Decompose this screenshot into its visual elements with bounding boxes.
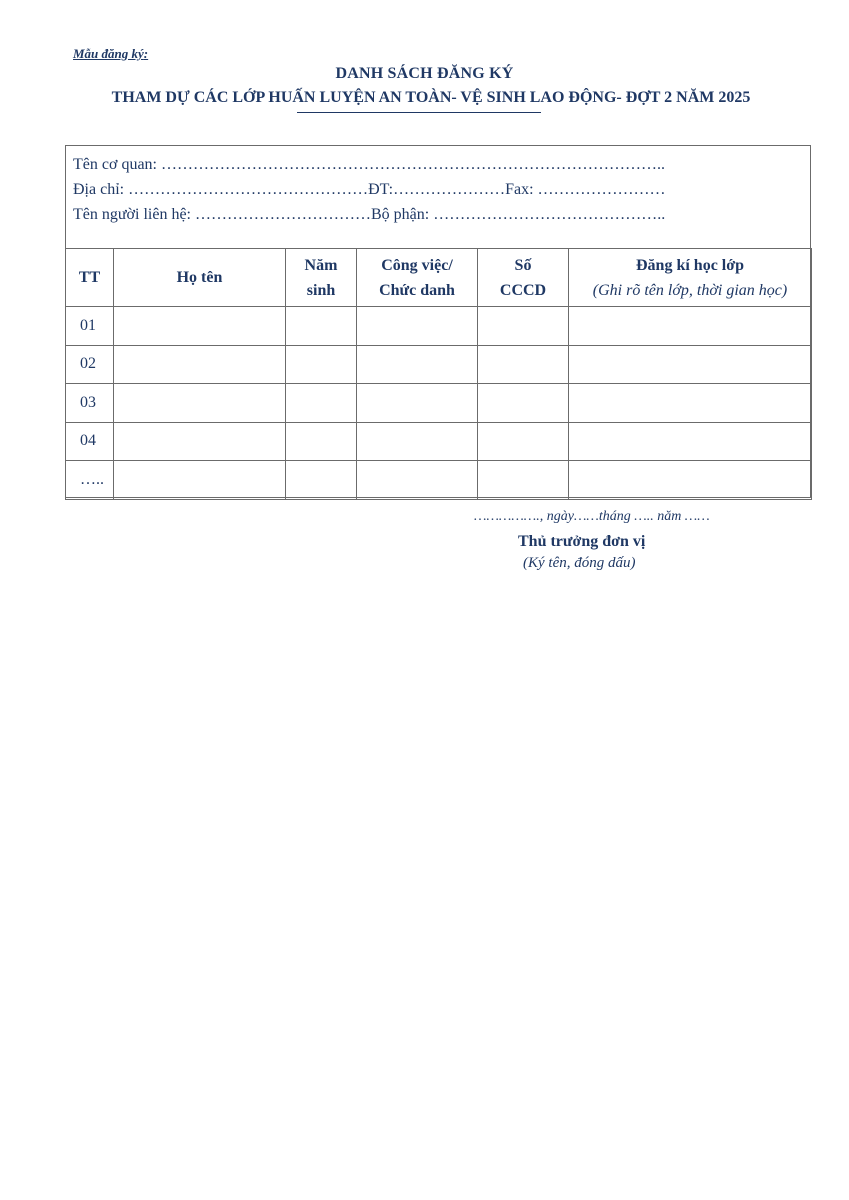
job-title-cell[interactable] — [357, 461, 478, 500]
table-row — [66, 461, 812, 500]
header-name: Họ tên — [114, 249, 286, 307]
row-number: 03 — [66, 384, 114, 423]
class-registration-cell[interactable] — [569, 461, 812, 500]
registration-table — [65, 248, 812, 500]
contact-person-field[interactable]: Tên người liên hệ: ……………………………Bộ phận: …………………………………….. — [73, 206, 666, 223]
header-birth-year: Năm sinh — [286, 249, 357, 307]
table-row — [66, 422, 812, 461]
form-sample-label: Mẫu đăng ký: — [73, 46, 149, 61]
birth-year-cell[interactable] — [286, 461, 357, 500]
header-id-number: Số CCCD — [478, 249, 569, 307]
birth-year-cell[interactable] — [286, 422, 357, 461]
id-number-cell[interactable] — [478, 345, 569, 384]
signature-note: (Ký tên, đóng dấu) — [523, 555, 636, 571]
class-registration-cell[interactable] — [569, 422, 812, 461]
table-header-row — [66, 249, 812, 307]
table-row — [66, 345, 812, 384]
job-title-cell[interactable] — [357, 384, 478, 423]
id-number-cell[interactable] — [478, 422, 569, 461]
row-number: 01 — [66, 307, 114, 346]
title-underline — [297, 112, 541, 113]
header-tt: TT — [66, 249, 114, 307]
header-job-title: Công việc/ Chức danh — [357, 249, 478, 307]
row-number: ….. — [66, 461, 114, 500]
id-number-cell[interactable] — [478, 461, 569, 500]
class-registration-cell[interactable] — [569, 345, 812, 384]
header-class-registration: Đăng kí học lớp (Ghi rõ tên lớp, thời gian học) — [569, 249, 812, 307]
class-registration-cell[interactable] — [569, 384, 812, 423]
date-line: ……………., ngày……tháng ….. năm …… — [474, 509, 710, 524]
name-cell[interactable] — [114, 384, 286, 423]
table-row — [66, 307, 812, 346]
id-number-cell[interactable] — [478, 307, 569, 346]
signatory-title: Thủ trưởng đơn vị — [518, 533, 646, 550]
job-title-cell[interactable] — [357, 345, 478, 384]
document-subtitle: THAM DỰ CÁC LỚP HUẤN LUYỆN AN TOÀN- VỆ SINH LAO ĐỘNG- ĐỢT 2 NĂM 2025 — [111, 89, 751, 106]
job-title-cell[interactable] — [357, 307, 478, 346]
row-number: 04 — [66, 422, 114, 461]
name-cell[interactable] — [114, 307, 286, 346]
class-registration-cell[interactable] — [569, 307, 812, 346]
document-title: DANH SÁCH ĐĂNG KÝ — [335, 65, 514, 82]
birth-year-cell[interactable] — [286, 307, 357, 346]
name-cell[interactable] — [114, 345, 286, 384]
name-cell[interactable] — [114, 461, 286, 500]
row-number: 02 — [66, 345, 114, 384]
birth-year-cell[interactable] — [286, 384, 357, 423]
job-title-cell[interactable] — [357, 422, 478, 461]
table-row — [66, 384, 812, 423]
agency-name-field[interactable]: Tên cơ quan: ………………………………………………………………………………….. — [73, 156, 665, 173]
address-field[interactable]: Địa chỉ: ………………………………………ĐT:…………………Fax: …………………… — [73, 181, 666, 198]
id-number-cell[interactable] — [478, 384, 569, 423]
name-cell[interactable] — [114, 422, 286, 461]
birth-year-cell[interactable] — [286, 345, 357, 384]
